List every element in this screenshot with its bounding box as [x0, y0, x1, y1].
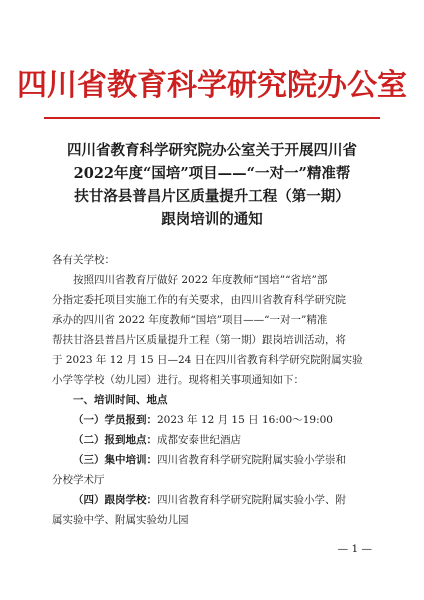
- paragraph-line: 按照四川省教育厅做好 2022 年度教师“国培”“省培”部: [73, 274, 328, 286]
- list-item: [52, 430, 382, 450]
- paragraph-line: 帮扶甘洛县普昌片区质量提升工程（第一期）跟岗培训活动，将: [52, 334, 346, 346]
- title-line-2: 2022年度“国培”项目——“一对一”精准帮: [73, 165, 351, 182]
- item-value: 2023 年 12 月 15 日 16:00～19:00: [157, 414, 333, 426]
- list-item: [52, 450, 382, 470]
- document-title: [30, 139, 394, 231]
- page-number: — 1 —: [337, 543, 372, 555]
- list-item-continuation: 属实验中学、附属实验幼儿园: [52, 514, 189, 526]
- paragraph-line: 分指定委托项目实施工作的有关要求，由四川省教育科学研究院: [52, 294, 346, 306]
- item-label: （三）集中培训：: [73, 454, 157, 466]
- item-value: 成都安泰世纪酒店: [157, 434, 241, 446]
- item-label: （二）报到地点：: [73, 434, 157, 446]
- list-item-continuation: 分校学术厅: [52, 474, 105, 486]
- salutation: 各有关学校：: [52, 254, 115, 266]
- item-label: （四）跟岗学校：: [73, 494, 157, 506]
- title-line-3: 扶甘洛县普昌片区质量提升工程（第一期）: [74, 188, 350, 205]
- title-line-1: 四川省教育科学研究院办公室关于开展四川省: [67, 142, 357, 159]
- title-line-4: 跟岗培训的通知: [161, 211, 263, 228]
- paragraph-line: 小学等学校（幼儿园）进行。现将相关事项通知如下：: [52, 374, 304, 386]
- item-value: 四川省教育科学研究院附属实验小学、附: [157, 494, 346, 506]
- list-item: [52, 410, 382, 430]
- paragraph-line: 于 2023 年 12 月 15 日—24 日在四川省教育科学研究院附属实验: [52, 354, 363, 366]
- item-label: （一）学员报到：: [73, 414, 157, 426]
- item-value: 四川省教育科学研究院附属实验小学崇和: [157, 454, 346, 466]
- paragraph-line: 承办的四川省 2022 年度教师“国培”项目——“一对一”精准: [52, 314, 328, 326]
- red-divider-line: [44, 117, 380, 119]
- issuing-org-header: 四川省教育科学研究院办公室: [17, 68, 407, 103]
- document-body: [52, 250, 382, 530]
- section-heading: 一、培训时间、地点: [73, 394, 168, 406]
- list-item: [52, 490, 382, 510]
